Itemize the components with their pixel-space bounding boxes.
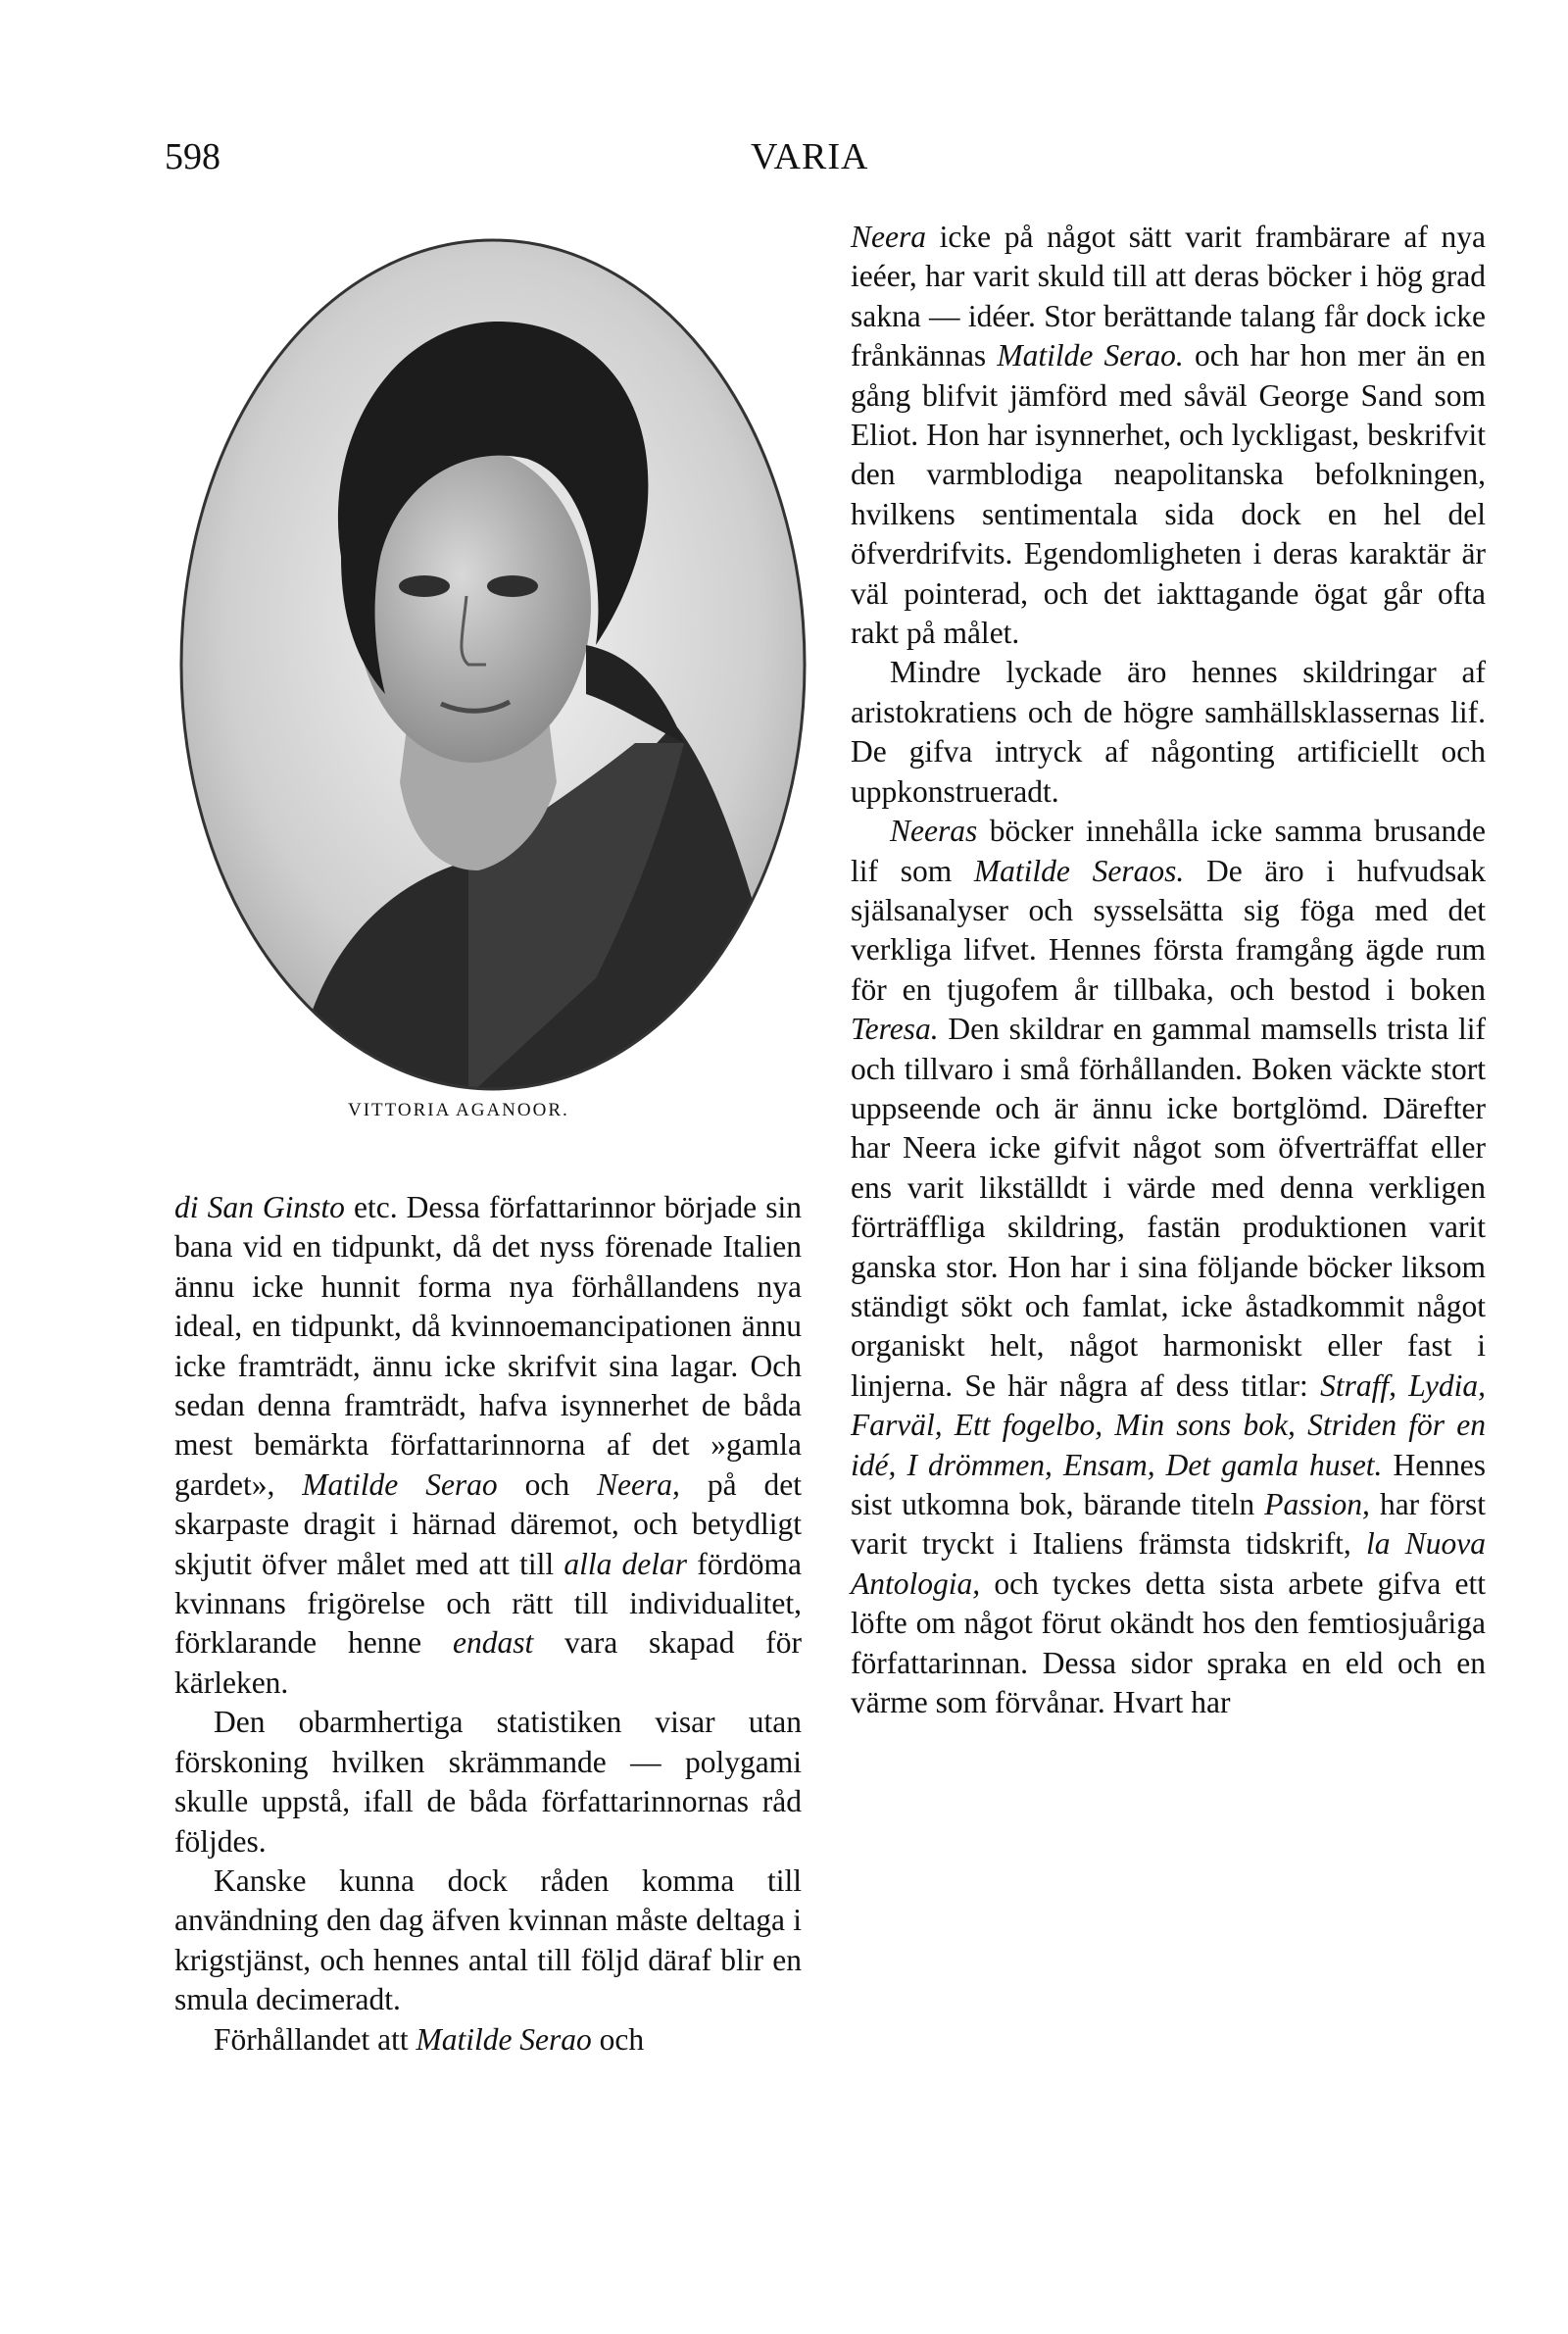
- left-paragraph-2: Den obarmhertiga statistiken visar utan förskoning hvilken skrämmande — polygami skulle uppstå, ifall de båda författarinnornas råd följdes.: [174, 1705, 802, 1859]
- right-paragraph-3: Neeras böcker innehålla icke samma brusande lif som Matilde Seraos. De äro i hufvudsak själsanalyser och sysselsätta sig föga med det verkliga lifvet. Hennes första framgång ägde rum för en tjugofem år tillbaka, och bestod i boken Teresa. Den skildrar en gammal mamsells trista lif och tillvaro i små förhållanden. Boken väckte stort uppseende och är ännu icke bortglömd. Därefter har Neera icke gifvit något som öfverträffat eller ens varit likställdt i värde med denna verkligen förträffliga skildring, fastän produktionen varit ganska stor. Hon har i sina följande böcker liksom ständigt sökt och famlat, icke åstadkommit något organiskt helt, något harmoniskt eller fast i linjerna. Se här några af dess titlar: Straff, Lydia, Farväl, Ett fogelbo, Min sons bok, Striden för en idé, I drömmen, Ensam, Det gamla huset. Hennes sist utkomna bok, bärande titeln Passion, har först varit tryckt i Italiens främsta tidskrift, la Nuova Antologia, och tyckes detta sista arbete gifva ett löfte om något förut okändt hos den femtiosjuåriga författarinnan. Dessa sidor spraka en eld och en värme som förvånar. Hvart har: [851, 814, 1486, 1720]
- page-header: [0, 135, 1568, 184]
- left-paragraph-1: di San Ginsto etc. Dessa författarinnor började sin bana vid en tidpunkt, då det nyss förenade Italien ännu icke hunnit forma nya förhållandens nya ideal, en tidpunkt, då kvinnoemancipationen ännu icke framträdt, ännu icke skrifvit sina lagar. Och sedan denna framträdt, hafva isynnerhet de båda mest bemärkta författarinnorna af det »gamla gardet», Matilde Serao och Neera, på det skarpaste dragit i härnad däremot, och betydligt skjutit öfver målet med att till alla delar fördöma kvinnans frigörelse och rätt till individualitet, förklarande henne endast vara skapad för kärleken.: [174, 1190, 802, 1700]
- page-number: 598: [165, 136, 220, 177]
- running-head: VARIA: [751, 136, 869, 177]
- figure-caption: VITTORIA AGANOOR.: [348, 1100, 569, 1120]
- left-paragraph-4: Förhållandet att Matilde Serao och: [214, 2021, 645, 2057]
- portrait-photo: [174, 233, 811, 1096]
- right-column: [851, 218, 1486, 1722]
- left-paragraph-3: Kanske kunna dock råden komma till användning den dag äfven kvinnan måste deltaga i krigstjänst, och hennes antal till följd däraf blir en smula decimeradt.: [174, 1862, 802, 2017]
- left-column: [174, 1188, 802, 2060]
- right-paragraph-2: Mindre lyckade äro hennes skildringar af aristokratiens och de högre samhällsklassernas lif. De gifva intryck af någonting artificiellt och uppkonstrueradt.: [851, 655, 1486, 809]
- right-paragraph-1: Neera icke på något sätt varit frambärare af nya ieéer, har varit skuld till att deras böcker i hög grad sakna — idéer. Stor berättande talang får dock icke frånkännas Matilde Serao. och har hon mer än en gång blifvit jämförd med såväl George Sand som Eliot. Hon har isynnerhet, och lyckligast, beskrifvit den varmblodiga neapolitanska befolkningen, hvilkens sentimentala sida dock en hel del öfverdrifvits. Egendomligheten i deras karaktär är väl pointerad, och det iakttagande ögat går ofta rakt på målet.: [851, 220, 1487, 651]
